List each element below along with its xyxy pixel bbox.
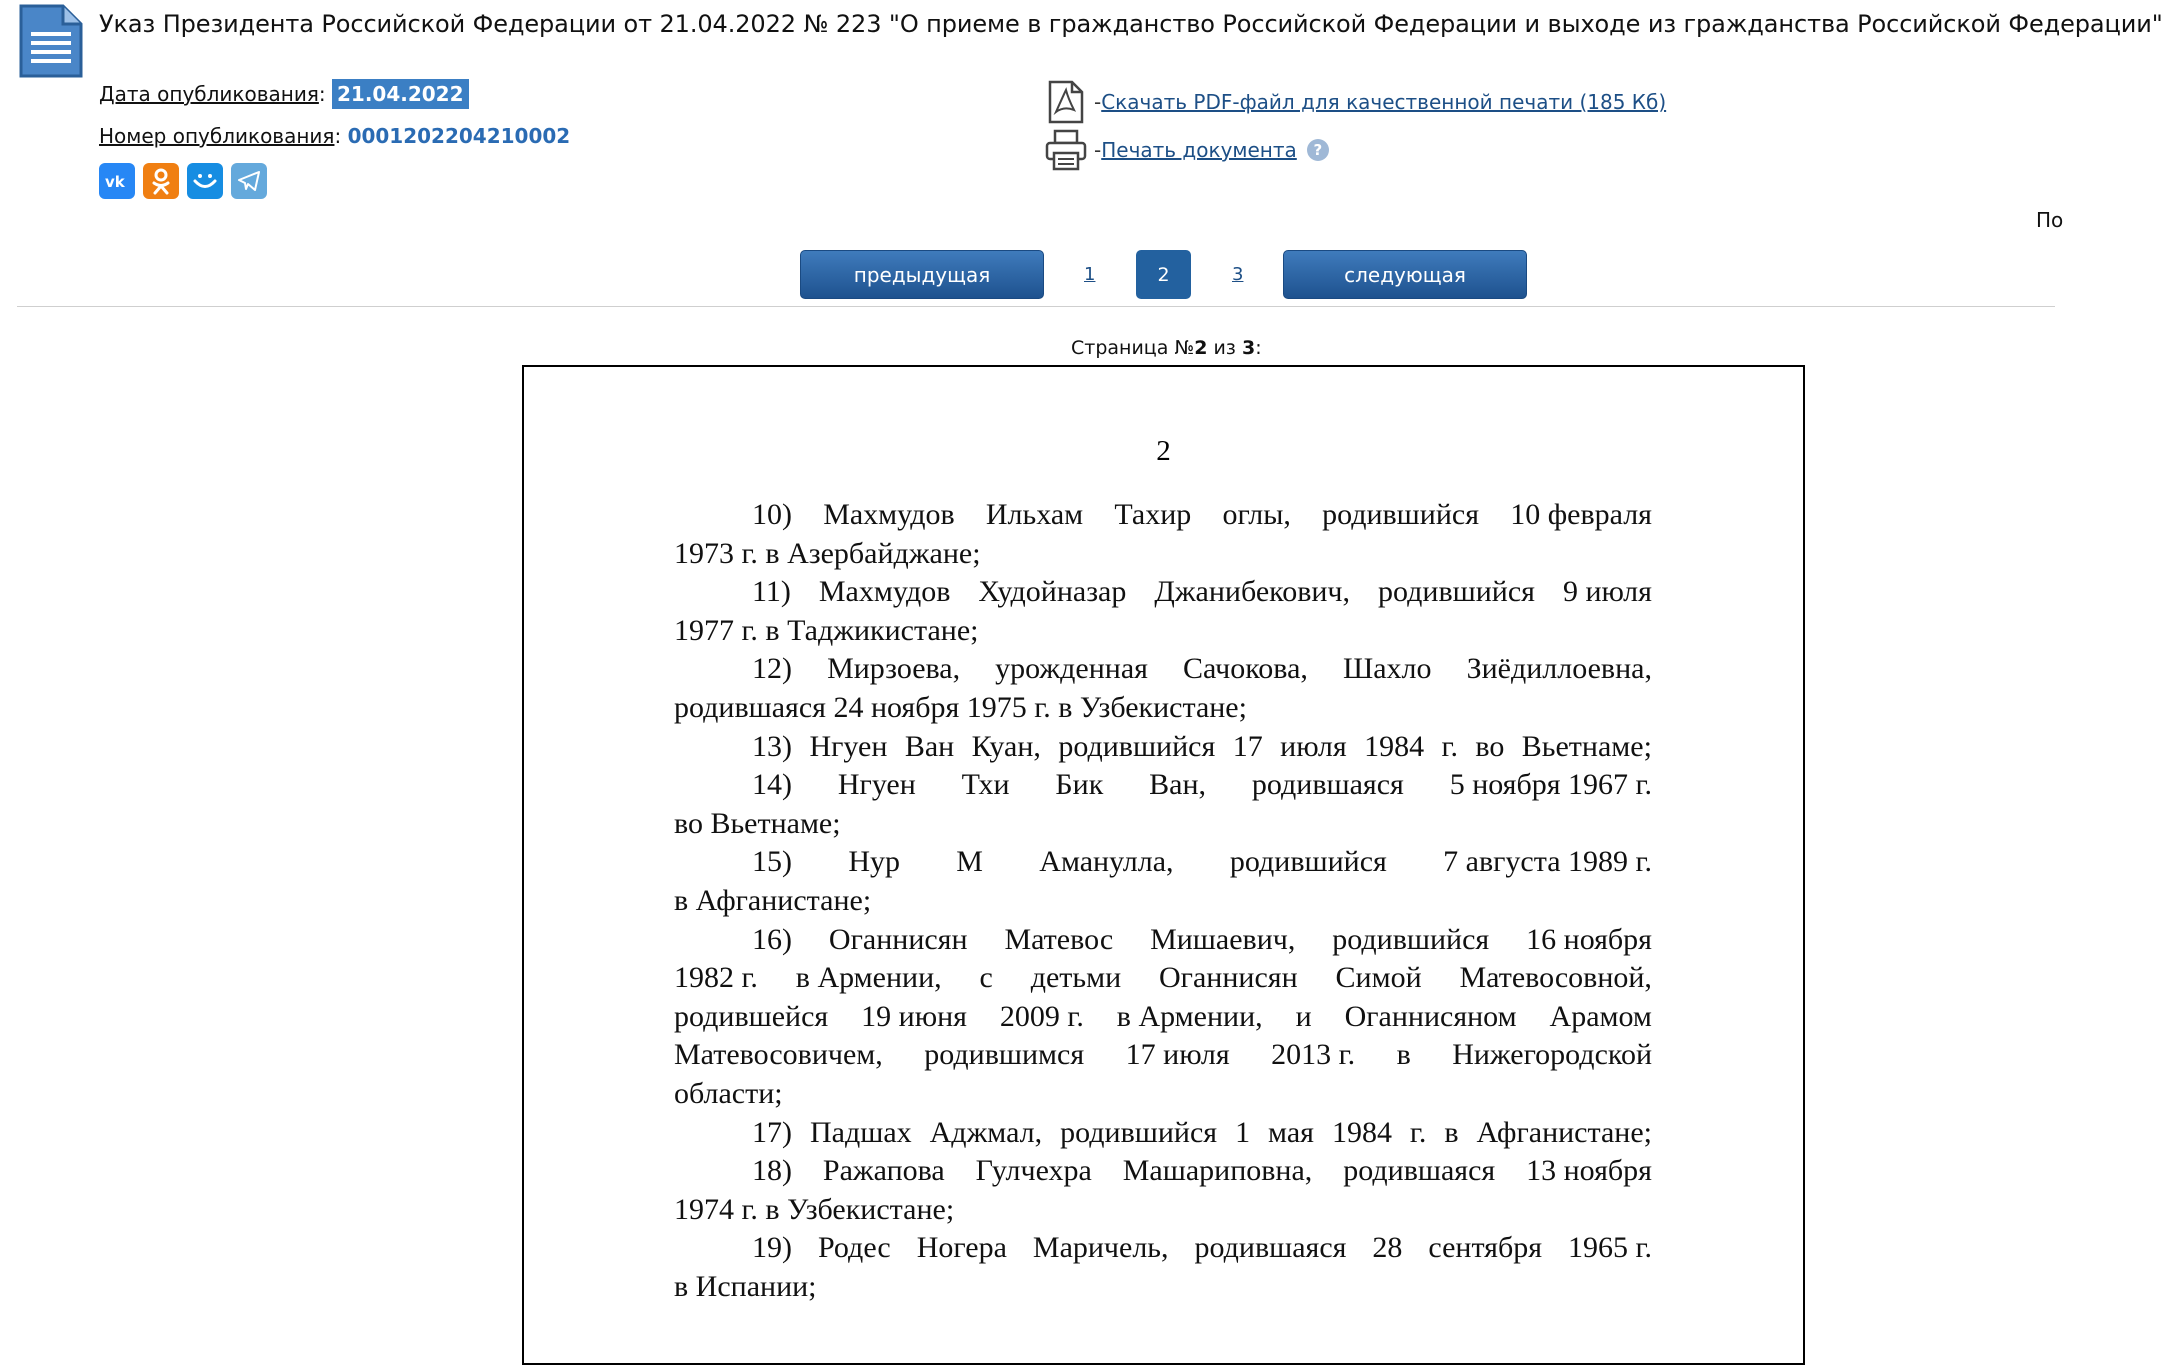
document-word: оглы, [1222,498,1291,531]
document-word: и [1295,999,1312,1033]
document-word: Аджмал, [929,1115,1043,1149]
document-line [752,1231,1652,1265]
document-word: Маричель, [1032,1231,1169,1265]
document-line [752,768,1652,802]
pdf-dash: - [1094,90,1102,114]
document-word: Зиёдиллоевна, [1466,652,1652,686]
document-word: Сачокова, [1183,652,1308,686]
document-word: г. [1409,1115,1427,1149]
pub-number-label[interactable]: Номер опубликования [99,124,335,148]
document-word: мая [1268,1115,1314,1149]
document-word: Нгуен [837,768,916,802]
document-word: 18) [752,1154,792,1188]
document-word: Махмудов [823,498,955,531]
document-word: во [1475,729,1505,763]
document-word: Гулчехра [975,1154,1092,1188]
document-line [674,1270,1652,1304]
vk-icon[interactable] [99,163,135,199]
document-word: Нур [848,845,900,879]
document-word: Вьетнаме; [1521,729,1652,763]
document-title: Указ Президента Российской Федерации от 21.04.2022 № 223 "О приеме в гражданство Российской Федерации и выходе из гражданства Российской Федерации" [99,10,2163,38]
document-word: июля [1280,729,1347,763]
document-word: 11) [752,575,791,609]
document-word: 2009 г. [999,999,1084,1033]
document-word: 17 [1232,729,1263,763]
document-word: Матевосовичем, [674,1038,883,1072]
document-word: Матевос [1004,922,1114,956]
document-word: г. [1441,729,1458,763]
document-line [752,730,1652,764]
document-word: родившийся [1058,729,1216,763]
document-word: 1977 г. в Таджикистане; [674,613,979,647]
document-word: Оганнисян [1159,961,1298,995]
document-word: 1984 [1331,1115,1392,1149]
document-word: детьми [1030,961,1122,995]
document-word: во Вьетнаме; [674,806,841,840]
document-word: Бик [1055,768,1104,802]
page-indicator-suffix: : [1255,337,1262,359]
page-indicator [1071,337,1262,359]
document-icon [17,2,85,80]
current-page: 2 [1136,250,1191,299]
document-line [674,1077,1652,1111]
document-word: в Афганистане; [674,884,872,917]
document-word: родившимся [924,1038,1085,1072]
document-word: в Испании; [674,1270,817,1303]
document-line [674,961,1652,995]
document-word: Нгуен [809,729,888,763]
document-word: Оганнисяном [1344,999,1517,1033]
document-word: Ван [904,729,955,763]
pub-date-value: 21.04.2022 [332,79,469,109]
document-word: 13 ноября [1526,1154,1652,1188]
document-word: Ильхам [985,498,1084,531]
document-word: Аманулла, [1039,845,1174,879]
document-word: родившийся [1060,1115,1218,1149]
document-line [752,498,1652,532]
odnoklassniki-icon[interactable] [143,163,179,199]
next-page-button[interactable]: следующая [1283,250,1527,299]
document-word: Ногера [916,1231,1007,1265]
cut-off-text: По [2036,208,2064,232]
document-word: 1 [1235,1115,1251,1149]
document-word: Куан, [971,729,1041,763]
page-link-3[interactable]: 3 [1232,264,1244,285]
colon: : [334,124,342,148]
document-line [674,1193,1652,1227]
document-word: Джанибекович, [1154,575,1351,609]
document-line [752,845,1652,879]
document-line [674,614,1652,648]
document-word: Мирзоева, [827,652,961,686]
document-word: М [956,845,983,879]
document-line [674,537,1652,571]
document-line [674,807,1652,841]
svg-text:vk: vk [105,173,125,191]
document-word: Шахло [1342,652,1432,686]
document-word: Ван, [1149,768,1207,802]
colon: : [318,82,326,106]
document-word: 19 июня [861,999,967,1033]
document-word: 28 [1372,1231,1403,1265]
document-word: 13) [752,729,792,763]
document-line [674,1000,1652,1034]
document-word: 16 ноября [1526,922,1652,956]
document-word: 17 июля [1125,1038,1230,1072]
document-word: Ражапова [822,1154,945,1188]
document-word: Тхи [961,768,1010,802]
document-word: родившаяся 24 ноября 1975 г. в Узбекистане; [674,691,1247,724]
document-word: родившийся [1378,575,1535,609]
document-word: родившийся [1229,845,1387,879]
document-word: 9 июля [1562,575,1652,609]
document-word: 10 февраля [1510,498,1652,531]
document-word: Матевосовной, [1459,961,1652,995]
document-word: 16) [752,922,792,956]
document-word: Мишаевич, [1150,922,1296,956]
document-word: 17) [752,1115,792,1149]
page-link-1[interactable]: 1 [1084,264,1096,285]
document-word: 1982 г. [674,961,758,995]
document-word: 12) [752,652,792,686]
document-word: 14) [752,768,792,802]
document-word: Арамом [1549,999,1652,1033]
printer-icon[interactable] [1044,128,1088,172]
document-word: 1974 г. в Узбекистане; [674,1192,955,1226]
document-word: 2013 г. [1271,1038,1356,1072]
document-word: 1984 [1364,729,1425,763]
document-word: Родес [817,1231,891,1265]
document-line [752,575,1652,609]
help-icon[interactable]: ? [1307,139,1329,161]
document-page-image [522,365,1805,1365]
document-word: 5 ноября 1967 г. [1449,768,1652,802]
print-dash: - [1094,138,1102,162]
page-indicator-total: 3 [1241,337,1256,359]
document-word: в Армении, [1116,999,1263,1033]
document-word: с [979,961,993,995]
page-indicator-current: 2 [1194,337,1208,359]
download-pdf-link[interactable]: Скачать PDF-файл для качественной печати (185 Кб) [1101,90,1667,114]
document-word: 10) [752,498,792,531]
document-line [674,884,1652,918]
document-word: 1973 г. в Азербайджане; [674,536,981,570]
publication-date [99,82,469,106]
document-word: родившаяся [1194,1231,1347,1265]
pdf-download-row [1044,80,1666,124]
document-word: в [1444,1115,1459,1149]
publication-number [99,124,570,148]
page-indicator-mid: из [1207,337,1242,359]
document-word: родившийся [1332,922,1490,956]
previous-page-button[interactable]: предыдущая [800,250,1044,299]
document-word: 7 августа 1989 г. [1443,845,1652,879]
document-word: Симой [1335,961,1422,995]
divider [17,306,2055,307]
print-row [1044,128,1329,172]
document-word: 19) [752,1231,792,1265]
document-word: Худойназар [978,575,1127,609]
document-word: Махмудов [818,575,951,609]
document-word: Падшах [809,1115,912,1149]
moimir-icon[interactable] [187,163,223,199]
document-line [752,1116,1652,1150]
document-line [752,652,1652,686]
document-word: родившаяся [1343,1154,1496,1188]
document-line [752,923,1652,957]
document-line [752,1154,1652,1188]
document-word: в Армении, [795,961,942,995]
document-page-number: 2 [1156,435,1171,467]
document-word: родившийся [1322,498,1480,531]
document-word: области; [674,1077,783,1110]
pub-number-value: 0001202204210002 [347,124,571,148]
print-document-link[interactable]: Печать документа [1101,138,1297,162]
document-word: Оганнисян [828,922,968,956]
pdf-icon[interactable] [1044,80,1086,124]
telegram-icon[interactable] [231,163,267,199]
page-indicator-prefix: Страница № [1071,337,1195,359]
document-word: сентября [1428,1231,1543,1265]
document-word: Афганистане; [1476,1115,1652,1149]
document-word: Нижегородской [1452,1038,1652,1072]
document-word: родившейся [674,999,829,1033]
document-word: Тахир [1114,498,1192,531]
document-word: урожденная [995,652,1148,686]
document-word: родившаяся [1251,768,1404,802]
document-line [674,1038,1652,1072]
pub-date-label[interactable]: Дата опубликования [99,82,319,106]
social-share [99,163,267,199]
document-line [674,691,1652,725]
document-word: 15) [752,845,792,879]
document-word: в [1396,1038,1411,1072]
document-word: 1965 г. [1568,1231,1652,1265]
document-word: Машариповна, [1122,1154,1313,1188]
